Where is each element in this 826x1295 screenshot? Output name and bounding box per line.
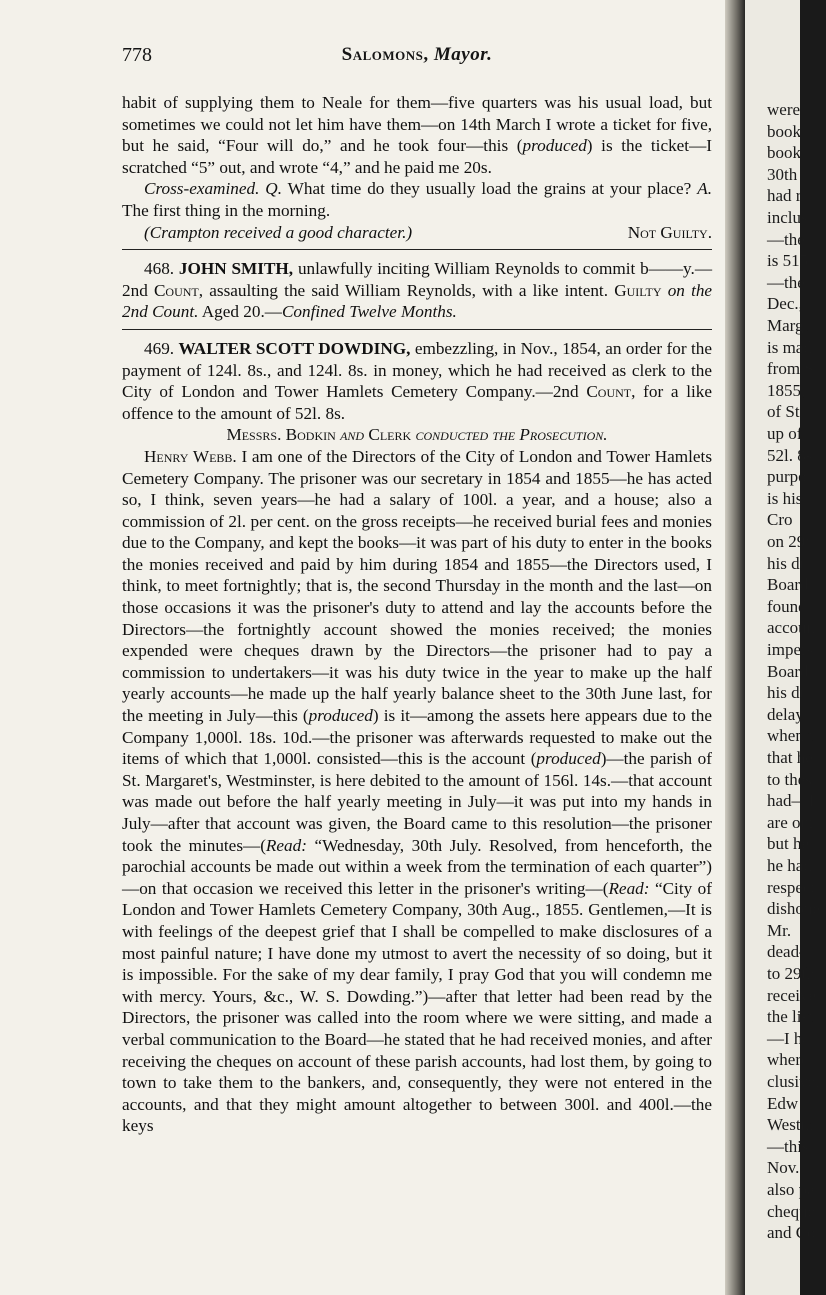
adjacent-page-fragment: —this: [767, 1136, 809, 1156]
adjacent-page-fragment: purpo: [767, 467, 807, 487]
adjacent-page-fragment: his du: [767, 683, 809, 703]
adjacent-page-fragment: Board: [767, 575, 809, 595]
adjacent-page-edge: [745, 0, 826, 1295]
witness-name: Henry Webb.: [144, 446, 237, 466]
running-head-name: Salomons,: [341, 44, 429, 65]
adjacent-page-fragment: 1855,: [767, 380, 806, 400]
adjacent-page-fragment: the list: [767, 1007, 813, 1027]
adjacent-page-fragment: 52l. 8s: [767, 445, 813, 465]
adjacent-page-fragment: is 515: [767, 251, 809, 271]
adjacent-page-fragment: Westm: [767, 1115, 814, 1135]
adjacent-page-fragment: on 29t: [767, 532, 810, 551]
adjacent-page-fragment: also pa: [767, 1180, 815, 1199]
adjacent-page-fragment: respect: [767, 877, 816, 897]
adjacent-page-fragment: —I ha: [767, 1028, 810, 1048]
adjacent-page-fragment: is mad: [767, 337, 812, 357]
page-header: [122, 44, 712, 74]
adjacent-page-fragment: found: [767, 596, 807, 616]
adjacent-page-fragment: from S: [767, 359, 814, 379]
adjacent-page-fragment: but he: [767, 834, 810, 854]
adjacent-page-fragment: cheque: [767, 1201, 816, 1221]
running-head-title: Mayor.: [433, 44, 493, 65]
adjacent-page-fragment: where—: [767, 1050, 826, 1070]
adjacent-page-fragment: up of: [767, 424, 803, 443]
previous-case-continuation: habit of supplying them to Neale for them—five quarters was his usual load, but sometimes we could not let him have them—on 14th March I wrote a ticket for five, but he said, “Four will do,” and he took four—this (produced) is the ticket—I scratched “5” out, and wrote “4,” and he paid me 20s.: [122, 93, 712, 177]
adjacent-page-fragment: when t: [767, 726, 813, 746]
witness-testimony: Henry Webb. I am one of the Directors of the City of London and Tower Hamlets Cemetery Company. The prisoner was our secretary in 1854 and 1855—he has acted so, I think, seven years—he had a salary of 100l. a year, and a house; also a commission of 2l. per cent. on the gross receipts—he received burial fees and monies due to the Company, and kept the books—it was part of his duty to enter in the books the monies received and paid by him during 1854 and 1855—the Directors used, I think, to meet fortnightly; that is, the second Thursday in the month and the last—on those occasions it was the prisoner's duty to attend and lay the accounts before the Directors—the fortnightly account showed the monies received; the monies expended were cheques drawn by the Directors—the prisoner had to pay a commission to undertakers—it was his duty twice in the year to make up the half yearly accounts—he made up the half yearly balance sheet to the 30th June last, for the meeting in July—this (produced) is it—among the assets here appears due to the Company 1,000l. 18s. 10d.—the prisoner was afterwards requested to make out the items of which that 1,000l. consisted—this is the account (produced)—the parish of St. Margaret's, Westminster, is here debited to the amount of 156l. 14s.—that account was made out before the half yearly meeting in July—it was put into my hands in July—after that account was given, the Board came to this resolution—the prisoner took the minutes—(Read: “Wednesday, 30th July. Resolved, from henceforth, the parochial accounts be made out within a week from the termination of each quarter”)—on that occasion we received this letter in the prisoner's writing—(Read: “City of London and Tower Hamlets Cemetery Company, 30th Aug., 1855. Gentlemen,—It is with feelings of the deepest grief that I shall be compelled to make disclosures of a most painful nature; I have done my utmost to avert the necessity of so doing, but it is impossible. For the sake of my dear family, I pray God that you will condemn me with mercy. Yours, &c., W. S. Dowding.”)—after that letter had been read by the Directors, the prisoner was called into the room where we were sitting, and made a verbal communication to the Board—he stated that he had received monies, and after receiving the cheques on account of these parish accounts, had lost them, by going to town to take them to the bankers, and, consequently, they were not entered in the accounts, and that they might amount altogether to between 300l. and 400l.—the keys: [122, 446, 713, 1136]
adjacent-page-fragment: is his,: [767, 488, 807, 508]
adjacent-page-fragment: Board: [767, 661, 809, 681]
adjacent-page-fragment: Mr.: [767, 920, 792, 940]
adjacent-page-fragment: accoun: [767, 618, 816, 638]
adjacent-page-fragment: that he: [767, 748, 813, 767]
case-divider: [122, 329, 712, 330]
page-number: 778: [122, 44, 152, 66]
adjacent-page-fragment: to thes: [767, 769, 812, 789]
adjacent-page-fragment: inclus: [767, 208, 808, 227]
running-head: [122, 44, 712, 66]
adjacent-page-fragment: —the: [767, 229, 805, 249]
case-468: 468. JOHN SMITH, unlawfully inciting William Reynolds to commit b——y.—2nd Count, assaulting the said William Reynolds, with a like intent. Guilty on the 2nd Count. Aged 20.—Confined Twelve Months.: [122, 259, 713, 322]
adjacent-page-fragment: had r: [767, 186, 802, 206]
adjacent-page-fragment: Nov.,: [767, 1158, 804, 1178]
adjacent-page-fragment: dishone: [767, 899, 820, 919]
case-469: 469. WALTER SCOTT DOWDING, embezzling, in Nov., 1854, an order for the payment of 124l. 8s., and 124l. 8s. in money, which he had received as clerk to the City of London and Tower Hamlets Cemetery Company.—2nd Count, for a like offence to the amount of 52l. 8s.: [122, 338, 713, 423]
adjacent-page-fragment: dead—: [767, 942, 817, 962]
cross-examination: Cross-examined. Q. What time do they usually load the grains at your place? A. The first thing in the morning.: [122, 179, 713, 220]
adjacent-page-fragment: are our: [767, 812, 815, 832]
adjacent-page-fragment: to 29th: [767, 964, 815, 983]
adjacent-page-fragment: impers: [767, 640, 814, 659]
adjacent-page-fragment: Dec.,: [767, 294, 803, 314]
character-note-line: [122, 222, 712, 244]
verdict-not-guilty: Not Guilty.: [627, 222, 712, 242]
adjacent-page-fragment: —the: [767, 272, 805, 292]
character-note: (Crampton received a good character.): [144, 222, 413, 242]
case-divider: [122, 249, 712, 250]
adjacent-page-fragment: Marga: [767, 316, 812, 335]
adjacent-page-fragment: his du: [767, 553, 809, 573]
adjacent-page-fragment: he had: [767, 856, 812, 875]
adjacent-page-fragment: Cro: [767, 510, 793, 530]
book-gutter: [725, 0, 747, 1295]
adjacent-page-fragment: clusive.: [767, 1072, 820, 1091]
adjacent-page-fragment: 30th: [767, 164, 798, 184]
adjacent-page-fragment: book: [767, 143, 801, 163]
adjacent-page-fragment: were: [767, 100, 801, 119]
adjacent-page-fragment: book: [767, 121, 801, 141]
adjacent-page-fragment: Edw: [767, 1093, 799, 1113]
adjacent-page-fragment: of St.: [767, 402, 804, 422]
adjacent-page-fragment: and Co: [767, 1223, 816, 1243]
counsel-line: Messrs. Bodkin and Clerk conducted the Prosecution.: [226, 425, 608, 445]
adjacent-page-fragment: receive: [767, 985, 817, 1005]
adjacent-page-fragment: had—I: [767, 791, 815, 811]
adjacent-page-fragment: delay—: [767, 704, 821, 724]
page-body: [122, 92, 712, 1137]
